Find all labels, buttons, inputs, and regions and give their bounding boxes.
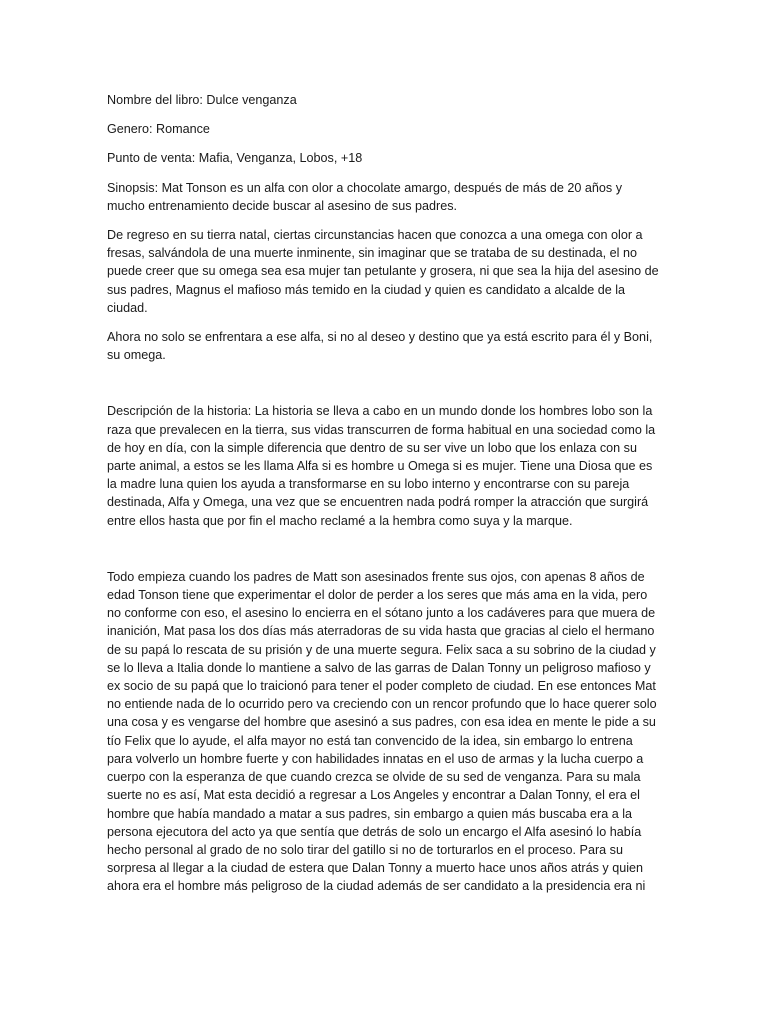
blank-line [107, 375, 660, 402]
selling-point-line: Punto de venta: Mafia, Venganza, Lobos, +18 [107, 151, 363, 166]
story-description-paragraph: Descripción de la historia: La historia se lleva a cabo en un mundo donde los hombres lobo son la raza que prevalecen en la tierra, sus vidas transcurren de forma habitual en una sociedad como la de hoy en día, con la simple diferencia que dentro de su ser vive un lobo que los enlaza con su parte animal, a estos se les llama Alfa si es hombre u Omega si es mujer. Tiene una Diosa que es la madre luna quien los ayuda a transformarse en su lobo interno y encontrarse con su pareja destinada, Alfa y Omega, una vez que se encuentren nada podrá romper la atracción que surgirá entre ellos hasta que por fin el macho reclamé a la hembra como suya y la marque. [107, 404, 656, 528]
document-body [107, 91, 660, 907]
genre-line: Genero: Romance [107, 122, 210, 137]
blank-line [107, 541, 660, 568]
synopsis-paragraph-2: De regreso en su tierra natal, ciertas circunstancias hacen que conozca a una omega con olor a fresas, salvándola de una muerte inminente, sin imaginar que se trataba de su destinada, el no puede creer que su omega sea esa mujer tan petulante y grosera, ni que sea la hija del asesino de sus padres, Magnus el mafioso más temido en la ciudad y quien es candidato a alcalde de la ciudad. [107, 228, 659, 315]
synopsis-paragraph-1: Sinopsis: Mat Tonson es un alfa con olor a chocolate amargo, después de más de 20 años y mucho entrenamiento decide buscar al asesino de sus padres. [107, 180, 623, 213]
synopsis-paragraph-3: Ahora no solo se enfrentara a ese alfa, si no al deseo y destino que ya está escrito para él y Boni, su omega. [107, 330, 653, 363]
story-body-paragraph: Todo empieza cuando los padres de Matt son asesinados frente sus ojos, con apenas 8 años de edad Tonson tiene que experimentar el dolor de perder a los seres que más ama en la vida, pero no conforme con eso, el asesino lo encierra en el sótano junto a los cadáveres para que muera de inanición, Mat pasa los dos días más aterradoras de su vida hasta que gracias al cielo el hermano de su papá lo rescata de su prisión y de una muerte segura. Felix saca a su sobrino de la ciudad y se lo lleva a Italia donde lo mantiene a salvo de las garras de Dalan Tonny un peligroso mafioso y ex socio de su papá que lo traicionó para tener el poder completo de ciudad. En ese entonces Mat no entiende nada de lo ocurrido pero va creciendo con un rencor profundo que lo hace querer solo una cosa y es vengarse del hombre que asesinó a sus padres, con esa idea en mente le pide a su tío Felix que lo ayude, el alfa mayor no está tan convencido de la idea, sin embargo lo entrena para volverlo un hombre fuerte y con habilidades innatas en el uso de armas y la lucha cuerpo a cuerpo con la esperanza de que cuando crezca se olvide de su sed de venganza. Para su mala suerte no es así, Mat esta decidió a regresar a Los Angeles y encontrar a Dalan Tonny, el era el hombre que había mandado a matar a sus padres, sin embargo a quien más buscaba era a la persona ejecutora del acto ya que sentía que detrás de solo un encargo el Alfa asesinó lo había hecho personal al grado de no solo tirar del gatillo si no de torturarlos en el proceso. Para su sorpresa al llegar a la ciudad de estera que Dalan Tonny a muerto hace unos años atrás y quien ahora era el hombre más peligroso de la ciudad además de ser candidato a la presidencia era ni [107, 569, 657, 894]
book-title-line: Nombre del libro: Dulce venganza [107, 93, 297, 107]
